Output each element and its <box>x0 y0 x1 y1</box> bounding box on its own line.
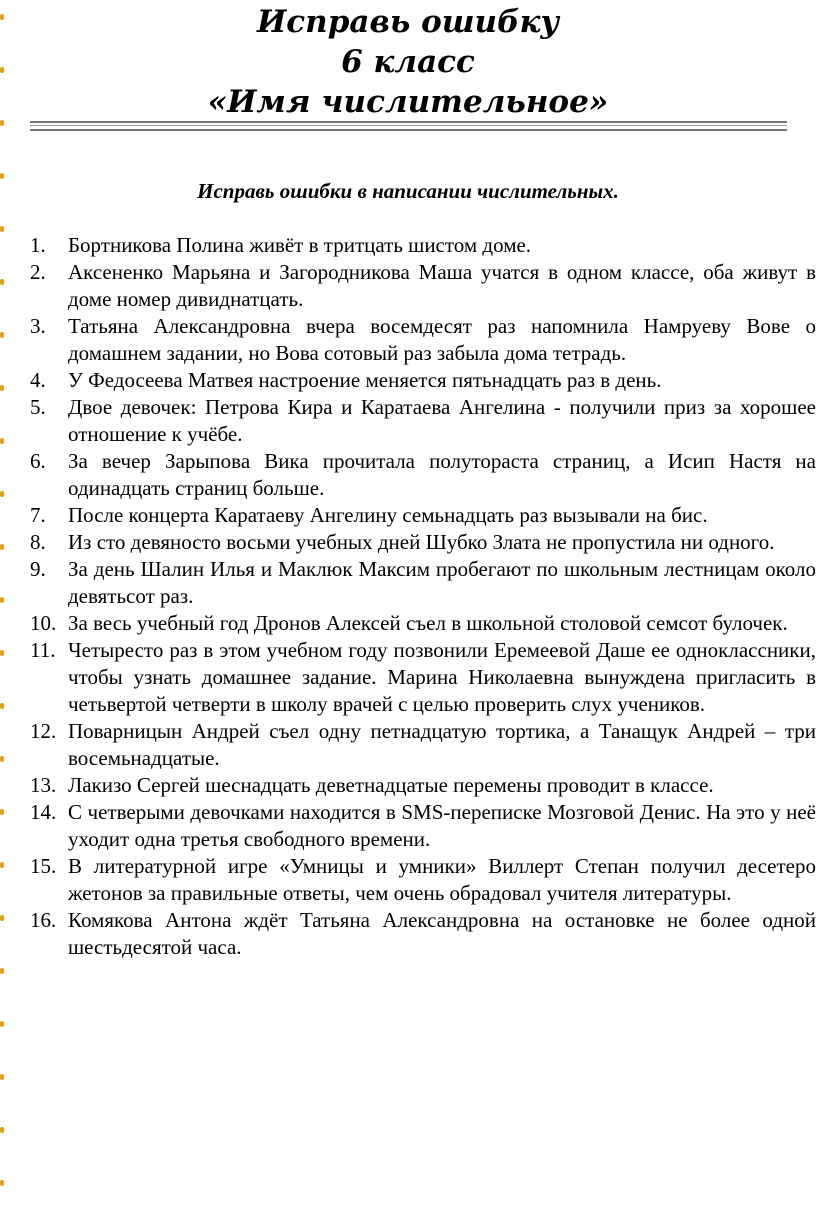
item-text: Двое девочек: Петрова Кира и Каратаева Ангелина - получили приз за хорошее отношение к учёбе. <box>68 395 816 446</box>
item-number: 15. <box>30 854 57 878</box>
border-dot <box>0 1180 4 1186</box>
item-text: Из сто девяносто восьми учебных дней Шубко Злата не пропустила ни одного. <box>68 530 775 554</box>
item-number: 2. <box>30 260 46 284</box>
border-dot <box>0 385 4 391</box>
title-line-3: «Имя числительное» <box>207 84 609 120</box>
item-number: 13. <box>30 773 57 797</box>
border-dot <box>0 1021 4 1027</box>
list-item <box>30 313 816 367</box>
border-dot <box>0 1127 4 1133</box>
list-item <box>30 232 816 259</box>
title-line-2: 6 класс <box>341 44 475 80</box>
border-dot <box>0 597 4 603</box>
list-item <box>30 718 816 772</box>
border-dot <box>0 1074 4 1080</box>
item-text: За весь учебный год Дронов Алексей съел в школьной столовой семсот булочек. <box>68 611 788 635</box>
item-text: За вечер Зарыпова Вика прочитала полутораста страниц, а Исип Настя на одинадцать страниц больше. <box>68 449 816 500</box>
border-dot <box>0 438 4 444</box>
item-number: 16. <box>30 908 57 932</box>
item-number: 11. <box>30 638 56 662</box>
list-item <box>30 772 816 799</box>
border-dot <box>0 650 4 656</box>
list-item <box>30 556 816 610</box>
item-text: Комякова Антона ждёт Татьяна Александровна на остановке не более одной шестьдесятой часа. <box>68 908 816 959</box>
border-dot <box>0 756 4 762</box>
border-dot <box>0 544 4 550</box>
list-item <box>30 502 816 529</box>
border-dot <box>0 279 4 285</box>
item-text: Поварницын Андрей съел одну петнадцатую тортика, а Танащук Андрей – три восемьнадцатые. <box>68 719 816 770</box>
item-number: 8. <box>30 530 46 554</box>
border-dot <box>0 915 4 921</box>
list-item <box>30 853 816 907</box>
list-item <box>30 394 816 448</box>
border-dot <box>0 862 4 868</box>
item-text: В литературной игре «Умницы и умники» Виллерт Степан получил десетеро жетонов за правильные ответы, чем очень обрадовал учителя литературы. <box>68 854 816 905</box>
item-text: Татьяна Александровна вчера восемдесят раз напомнила Намруеву Вове о домашнем задании, но Вова сотовый раз забыла дома тетрадь. <box>68 314 816 365</box>
list-item <box>30 610 816 637</box>
item-number: 1. <box>30 233 46 257</box>
list-item <box>30 907 816 961</box>
list-item <box>30 529 816 556</box>
item-number: 5. <box>30 395 46 419</box>
list-item <box>30 637 816 718</box>
item-text: У Федосеева Матвея настроение меняется пятьнадцать раз в день. <box>68 368 662 392</box>
item-text: Четыресто раз в этом учебном году позвонили Еремеевой Даше ее одноклассники, чтобы узнать домашнее задание. Марина Николаевна вынуждена пригласить в четьвертой четверти в школу врачей с целью проверить слух учеников. <box>68 638 816 716</box>
item-number: 10. <box>30 611 57 635</box>
item-text: Лакизо Сергей шеснадцать деветнадцатые перемены проводит в классе. <box>68 773 714 797</box>
list-item <box>30 367 816 394</box>
border-dot <box>0 491 4 497</box>
list-item <box>30 259 816 313</box>
list-item <box>30 448 816 502</box>
title-line-1: Исправь ошибку <box>257 4 559 40</box>
title-divider <box>30 121 787 131</box>
list-item <box>30 799 816 853</box>
border-dot <box>0 703 4 709</box>
item-number: 7. <box>30 503 46 527</box>
border-dot <box>0 332 4 338</box>
item-text: Бортникова Полина живёт в тритцать шистом доме. <box>68 233 532 257</box>
item-number: 14. <box>30 800 57 824</box>
item-number: 4. <box>30 368 46 392</box>
item-text: После концерта Каратаеву Ангелину семьнадцать раз вызывали на бис. <box>68 503 708 527</box>
border-dot <box>0 809 4 815</box>
item-number: 6. <box>30 449 46 473</box>
item-text: С четверыми девочками находится в SMS-переписке Мозговой Денис. На это у неё уходит одна третья свободного времени. <box>68 800 816 851</box>
item-number: 12. <box>30 719 57 743</box>
border-dot <box>0 226 4 232</box>
item-text: Аксененко Марьяна и Загородникова Маша учатся в одном классе, оба живут в доме номер дивиднатцать. <box>68 260 816 311</box>
item-text: За день Шалин Илья и Маклюк Максим пробегают по школьным лестницам около девятьсот раз. <box>68 557 816 608</box>
item-number: 9. <box>30 557 46 581</box>
border-dot <box>0 968 4 974</box>
task-instruction: Исправь ошибки в написании числительных. <box>197 179 619 203</box>
item-number: 3. <box>30 314 46 338</box>
sentence-list <box>30 232 816 961</box>
